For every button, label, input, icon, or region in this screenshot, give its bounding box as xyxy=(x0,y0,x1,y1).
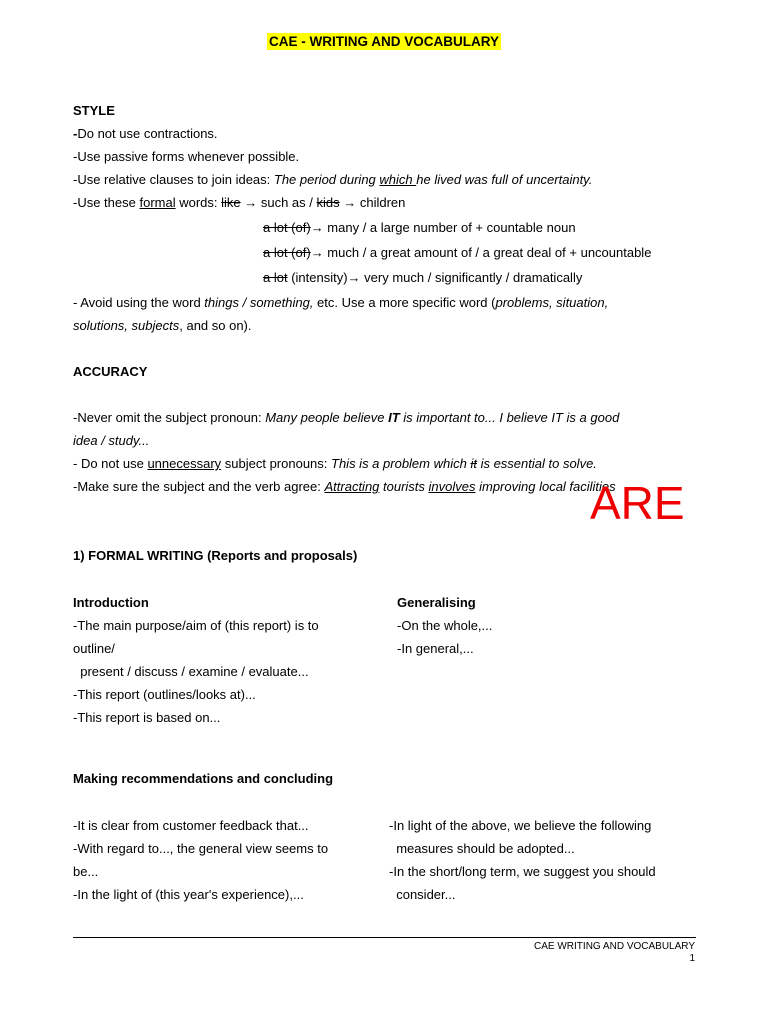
accuracy-rule-subject-pronoun: -Never omit the subject pronoun: Many people believe IT is important to... I believe IT is a good xyxy=(73,410,620,425)
formal-writing-heading: 1) FORMAL WRITING (Reports and proposals) xyxy=(73,548,358,563)
recommendation-item: measures should be adopted... xyxy=(389,841,575,856)
accuracy-rule-subject-pronoun-cont: idea / study... xyxy=(73,433,150,448)
generalising-heading: Generalising xyxy=(397,595,476,610)
introduction-item: present / discuss / examine / evaluate... xyxy=(73,664,309,679)
accuracy-heading: ACCURACY xyxy=(73,364,148,379)
generalising-item: -In general,... xyxy=(397,641,474,656)
footer-divider xyxy=(73,937,696,938)
recommendation-item: -In the light of (this year's experience),... xyxy=(73,887,304,902)
recommendation-item: -In the short/long term, we suggest you should xyxy=(389,864,656,879)
style-rule-passive: -Use passive forms whenever possible. xyxy=(73,149,300,164)
formal-word-intensity: a lot (intensity)→ very much / significantly / dramatically xyxy=(263,270,583,285)
style-rule-contractions: -Do not use contractions. xyxy=(73,126,218,141)
recommendation-item: consider... xyxy=(389,887,456,902)
introduction-item: -The main purpose/aim of (this report) is to xyxy=(73,618,319,633)
generalising-item: -On the whole,... xyxy=(397,618,493,633)
introduction-item: outline/ xyxy=(73,641,115,656)
introduction-item: -This report (outlines/looks at)... xyxy=(73,687,256,702)
recommendation-item: -In light of the above, we believe the following xyxy=(389,818,652,833)
formal-word-countable: a lot (of)→ many / a large number of + countable noun xyxy=(263,220,576,235)
page-number: 1 xyxy=(689,953,695,964)
style-heading: STYLE xyxy=(73,103,115,118)
footer-title: CAE WRITING AND VOCABULARY xyxy=(534,941,695,952)
recommendation-item: -It is clear from customer feedback that... xyxy=(73,818,309,833)
recommendation-item: be... xyxy=(73,864,99,879)
recommendation-item: -With regard to..., the general view seems to xyxy=(73,841,329,856)
style-rule-relative-clauses: -Use relative clauses to join ideas: The period during which he lived was full of uncertainty. xyxy=(73,172,593,187)
formal-word-uncountable: a lot (of)→ much / a great amount of / a great deal of + uncountable xyxy=(263,245,652,260)
document-title: CAE - WRITING AND VOCABULARY xyxy=(269,34,499,49)
recommendations-heading: Making recommendations and concluding xyxy=(73,771,334,786)
introduction-heading: Introduction xyxy=(73,595,149,610)
accuracy-rule-unnecessary-pronoun: - Do not use unnecessary subject pronouns: This is a problem which it is essential to solve. xyxy=(73,456,597,471)
accuracy-rule-agreement: -Make sure the subject and the verb agree: Attracting tourists involves improving local facilities xyxy=(73,479,616,494)
introduction-item: -This report is based on... xyxy=(73,710,221,725)
style-rule-specific-word: - Avoid using the word things / something, etc. Use a more specific word (problems, situation, xyxy=(73,295,609,310)
style-rule-specific-word-cont: solutions, subjects, and so on). xyxy=(73,318,252,333)
handwritten-correction: ARE xyxy=(590,477,685,529)
style-rule-formal-words: -Use these formal words: like → such as / kids → children xyxy=(73,195,406,210)
page-footer xyxy=(534,941,695,965)
